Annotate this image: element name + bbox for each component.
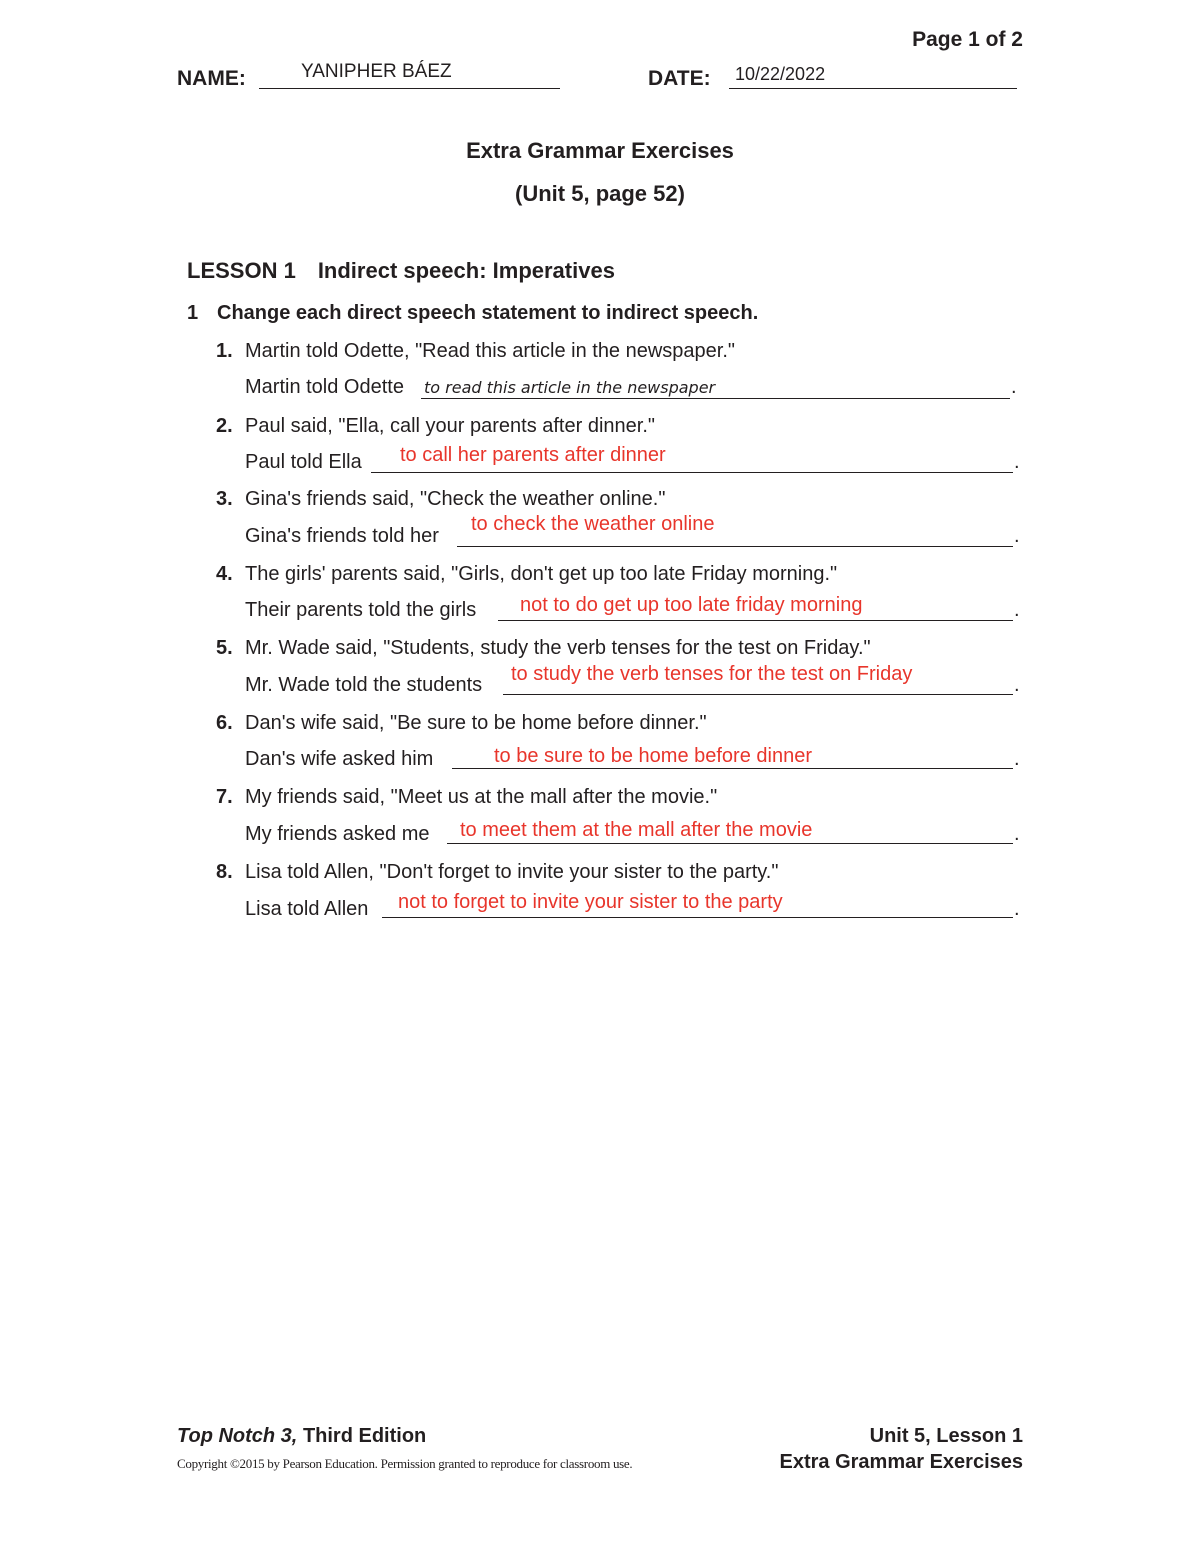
date-label: DATE: (648, 67, 711, 90)
item-stem: Their parents told the girls (245, 599, 477, 621)
answer-line (457, 546, 1013, 547)
answer-text[interactable]: to read this article in the newspaper (424, 378, 716, 397)
footer-copyright: Copyright ©2015 by Pearson Education. Permission granted to reproduce for classroom use. (177, 1456, 633, 1471)
name-label: NAME: (177, 67, 246, 90)
item-stem: Paul told Ella (245, 451, 362, 473)
answer-period: . (1011, 376, 1017, 398)
item-number: 8. (216, 861, 233, 883)
item-number: 2. (216, 415, 233, 437)
date-value[interactable]: 10/22/2022 (735, 64, 826, 84)
item-stem: Martin told Odette (245, 376, 404, 398)
item-stem: Mr. Wade told the students (245, 674, 483, 696)
answer-text[interactable]: not to do get up too late friday morning (520, 594, 863, 616)
lesson-label: LESSON 1 (187, 258, 296, 283)
answer-line (452, 768, 1013, 769)
answer-line (498, 620, 1013, 621)
item-number: 6. (216, 712, 233, 734)
name-value[interactable]: YANIPHER BÁEZ (301, 61, 452, 82)
answer-line (371, 472, 1013, 473)
answer-period: . (1014, 823, 1020, 845)
item-stem: Dan's wife asked him (245, 748, 434, 770)
direct-speech: Martin told Odette, "Read this article in the newspaper." (245, 340, 736, 362)
exercise-instruction (187, 302, 758, 325)
answer-line (447, 843, 1013, 844)
lesson-heading (187, 258, 615, 284)
lesson-topic: Indirect speech: Imperatives (317, 258, 615, 283)
exercise-item-3 (216, 488, 665, 511)
item-number: 1. (216, 340, 233, 362)
answer-period: . (1014, 748, 1020, 770)
footer-book-title (177, 1425, 426, 1448)
exercise-item-5 (216, 637, 871, 660)
exercise-item-8 (216, 861, 778, 884)
exercise-number: 1 (187, 302, 199, 324)
answer-period: . (1014, 599, 1020, 621)
exercise-item-2 (216, 415, 655, 438)
item-stem: My friends asked me (245, 823, 430, 845)
answer-period: . (1014, 898, 1020, 920)
answer-text[interactable]: to call her parents after dinner (400, 444, 666, 466)
item-number: 7. (216, 786, 233, 808)
direct-speech: Paul said, "Ella, call your parents after dinner." (245, 415, 655, 437)
book-edition: Third Edition (302, 1425, 427, 1447)
direct-speech: My friends said, "Meet us at the mall after the movie." (245, 786, 718, 808)
item-stem: Lisa told Allen (245, 898, 369, 920)
direct-speech: Dan's wife said, "Be sure to be home before dinner." (245, 712, 707, 734)
item-number: 3. (216, 488, 233, 510)
answer-text[interactable]: to check the weather online (471, 513, 715, 535)
item-number: 4. (216, 563, 233, 585)
direct-speech: Gina's friends said, "Check the weather online." (245, 488, 666, 510)
direct-speech: Mr. Wade said, "Students, study the verb tenses for the test on Friday." (245, 637, 871, 659)
answer-line (382, 917, 1013, 918)
book-title: Top Notch 3, (177, 1425, 298, 1447)
exercise-item-1 (216, 340, 735, 363)
direct-speech: The girls' parents said, "Girls, don't get up too late Friday morning." (245, 563, 838, 585)
page-title: Extra Grammar Exercises (466, 138, 734, 163)
answer-period: . (1014, 525, 1020, 547)
name-line (259, 88, 560, 89)
answer-text[interactable]: to meet them at the mall after the movie (460, 819, 813, 841)
date-line (729, 88, 1017, 89)
answer-line (421, 398, 1010, 399)
item-stem: Gina's friends told her (245, 525, 439, 547)
direct-speech: Lisa told Allen, "Don't forget to invite your sister to the party." (245, 861, 779, 883)
page-subtitle: (Unit 5, page 52) (515, 181, 685, 206)
item-number: 5. (216, 637, 233, 659)
footer-unit-lesson: Unit 5, Lesson 1 (869, 1425, 1023, 1447)
exercise-item-7 (216, 786, 717, 809)
exercise-item-6 (216, 712, 707, 735)
page-number: Page 1 of 2 (912, 28, 1023, 51)
answer-period: . (1014, 674, 1020, 696)
exercise-item-4 (216, 563, 837, 586)
answer-text[interactable]: to be sure to be home before dinner (494, 745, 812, 767)
instruction-text: Change each direct speech statement to indirect speech. (217, 302, 759, 324)
answer-text[interactable]: to study the verb tenses for the test on Friday (511, 663, 913, 685)
answer-period: . (1014, 451, 1020, 473)
answer-text[interactable]: not to forget to invite your sister to the party (398, 891, 783, 913)
answer-line (503, 694, 1013, 695)
footer-section: Extra Grammar Exercises (779, 1451, 1023, 1473)
